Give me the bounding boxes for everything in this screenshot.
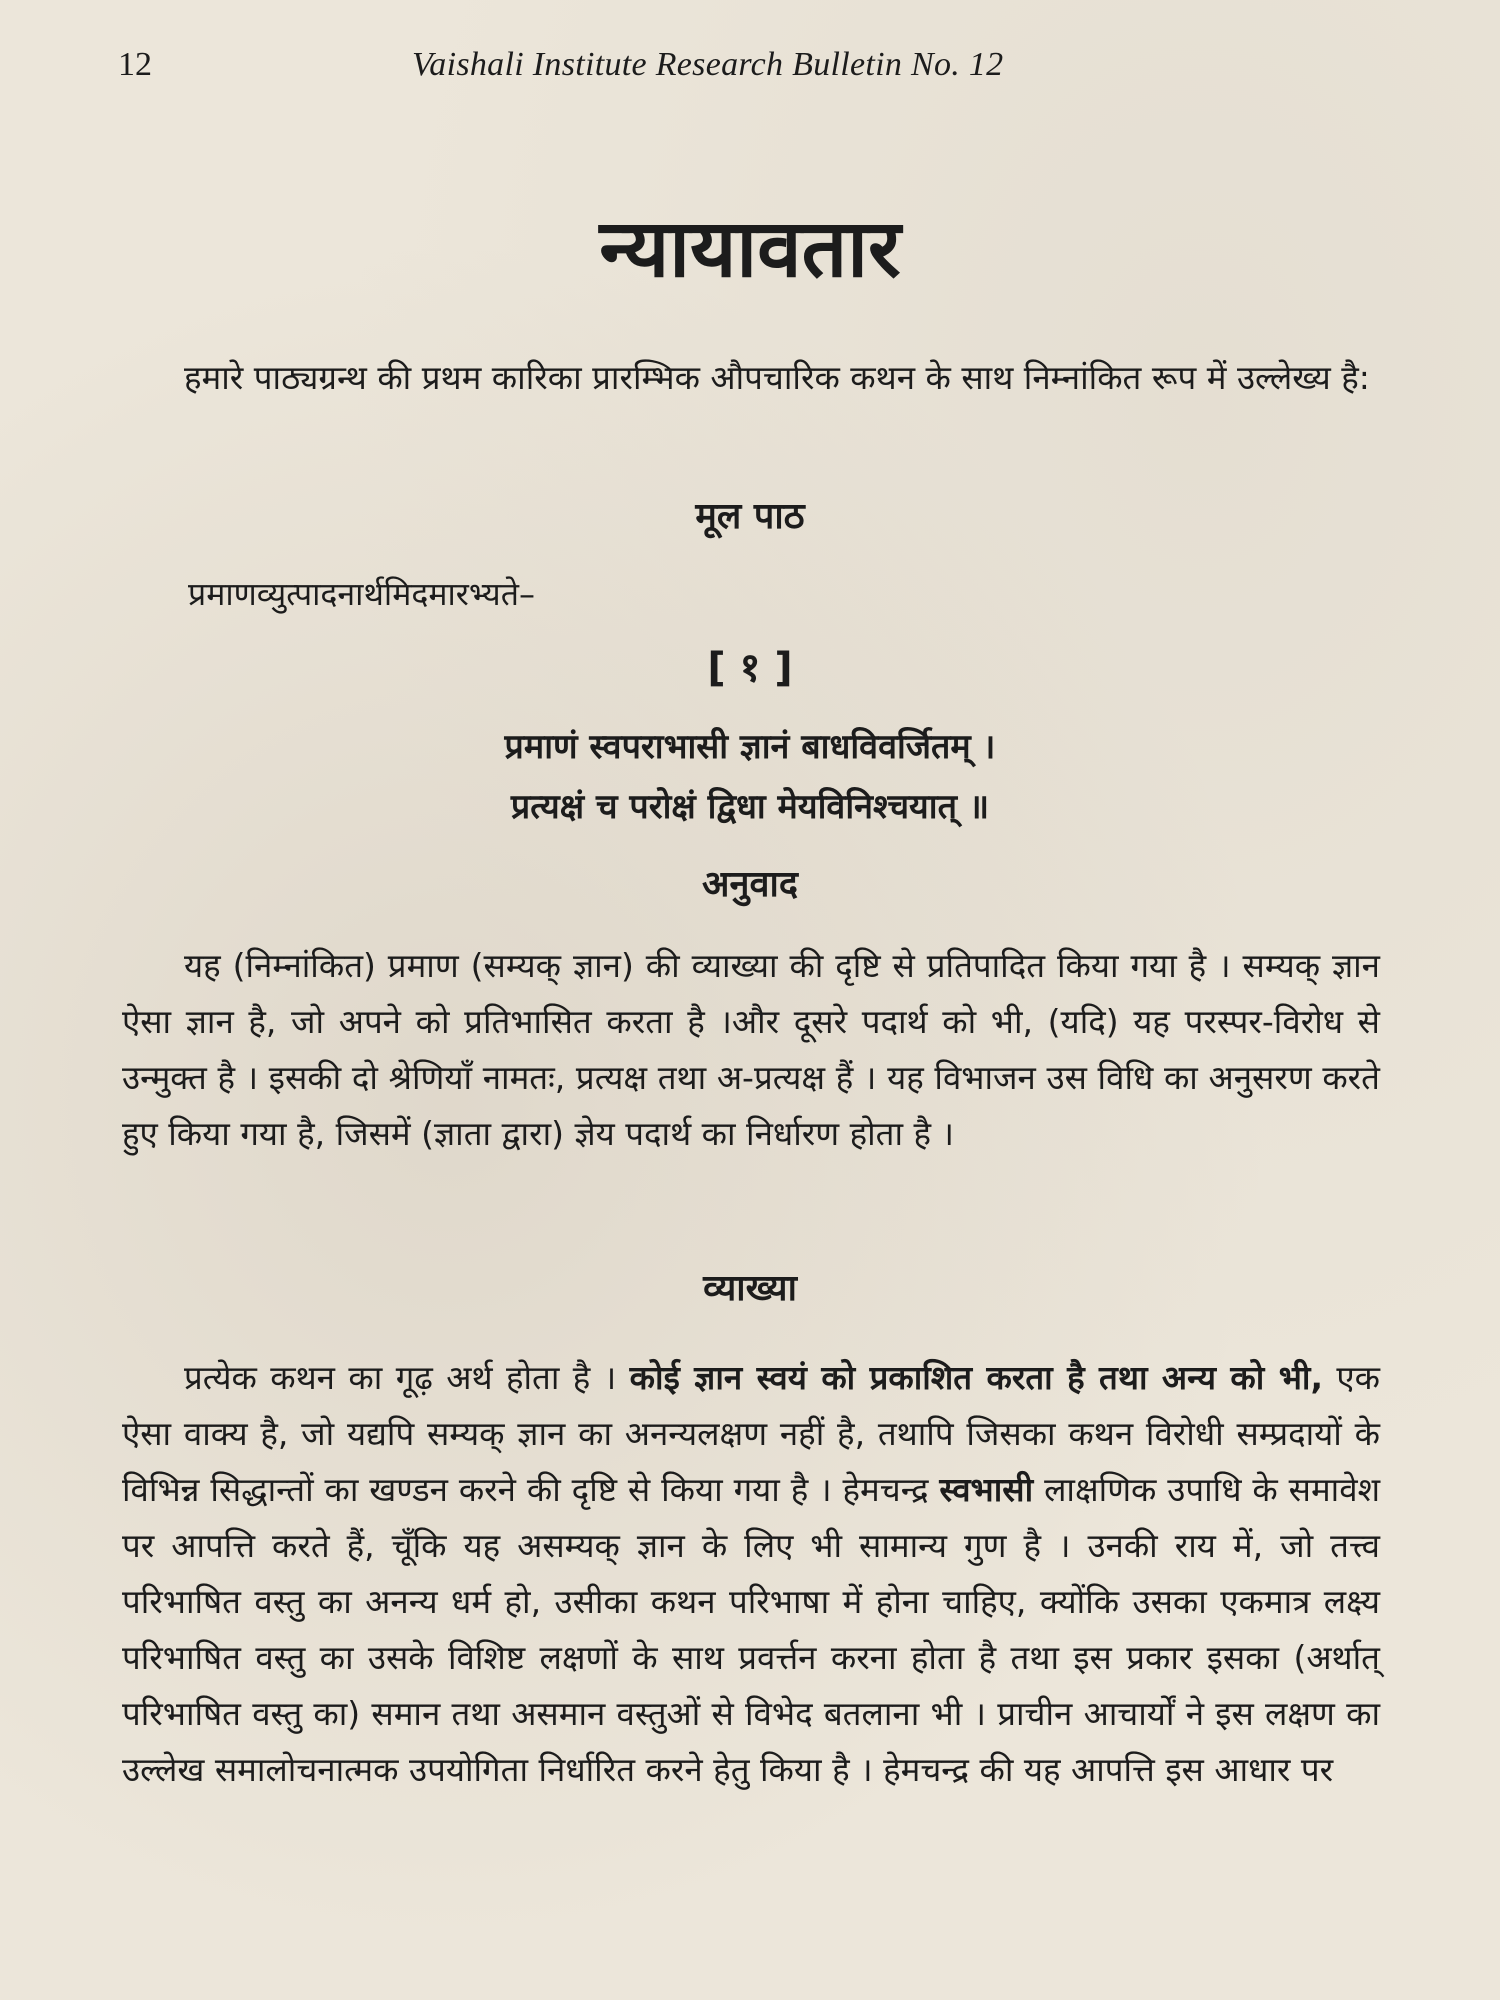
commentary-bold-phrase: कोई ज्ञान स्वयं को प्रकाशित करता है तथा अन्य को भी, [629,1358,1323,1397]
commentary-part-3: लाक्षणिक उपाधि के समावेश पर आपत्ति करते हैं, चूँकि यह असम्यक् ज्ञान के लिए भी सामान्य गुण है । उनकी राय में, जो तत्त्व परिभाषित वस्तु का अनन्य धर्म हो, उसीका कथन परिभाषा में होना चाहिए, क्योंकि उसका एकमात्र लक्ष्य परिभाषित वस्तु का उसके विशिष्ट लक्षणों के साथ प्रवर्त्तन करना होता है तथा इस प्रकार इसका (अर्थात् परिभाषित वस्तु का) समान तथा असमान वस्तुओं से विभेद बतलाना भी । प्राचीन आचार्यों ने इस लक्षण का उल्लेख समालोचनात्मक उपयोगिता निर्धारित करने हेतु किया है । हेमचन्द्र की यह आपत्ति इस आधार पर [122,1470,1381,1789]
page-number: 12 [118,46,152,83]
commentary-text [122,1350,1380,1798]
heading-original-text: मूल पाठ [695,496,805,537]
verse-line-1: प्रमाणं स्वपराभासी ज्ञानं बाधविवर्जितम् । [504,727,996,767]
translation-paragraph [122,938,1380,1162]
intro-text: हमारे पाठ्यग्रन्थ की प्रथम कारिका प्रारम्भिक औपचारिक कथन के साथ निम्नांकित रूप में उल्लेख्य है: [184,358,1370,397]
verse-number: [ १ ] [707,645,793,691]
commentary-bold-term: स्वभासी [939,1470,1034,1509]
verse-prelude: प्रमाणव्युत्पादनार्थमिदमारभ्यते– [188,575,535,613]
commentary-part-1: प्रत्येक कथन का गूढ़ अर्थ होता है । [184,1358,630,1397]
commentary-paragraph [122,1350,1380,1798]
heading-translation: अनुवाद [702,864,798,905]
running-title: Vaishali Institute Research Bulletin No. 12 [412,46,1004,83]
heading-commentary: व्याख्या [703,1268,797,1309]
translation-text: यह (निम्नांकित) प्रमाण (सम्यक् ज्ञान) की व्याख्या की दृष्टि से प्रतिपादित किया गया है । सम्यक् ज्ञान ऐसा ज्ञान है, जो अपने को प्रतिभासित करता है ।और दूसरे पदार्थ को भी, (यदि) यह परस्पर-विरोध से उन्मुक्त है । इसकी दो श्रेणियाँ नामतः, प्रत्यक्ष तथा अ-प्रत्यक्ष हैं । यह विभाजन उस विधि का अनुसरण करते हुए किया गया है, जिसमें (ज्ञाता द्वारा) ज्ञेय पदार्थ का निर्धारण होता है । [122,946,1380,1153]
verse-line-2: प्रत्यक्षं च परोक्षं द्विधा मेयविनिश्चयात् ॥ [510,787,990,827]
intro-paragraph [122,350,1380,406]
page-header [0,46,1500,90]
commentary-part-2: एक ऐसा वाक्य है, जो यद्यपि सम्यक् ज्ञान का अनन्यलक्षण नहीं है, तथापि जिसका कथन विरोधी सम्प्रदायों के विभिन्न सिद्धान्तों का खण्डन करने की दृष्टि से किया गया है । हेमचन्द्र [122,1358,1380,1509]
page-title: न्यायावतार [599,202,901,295]
